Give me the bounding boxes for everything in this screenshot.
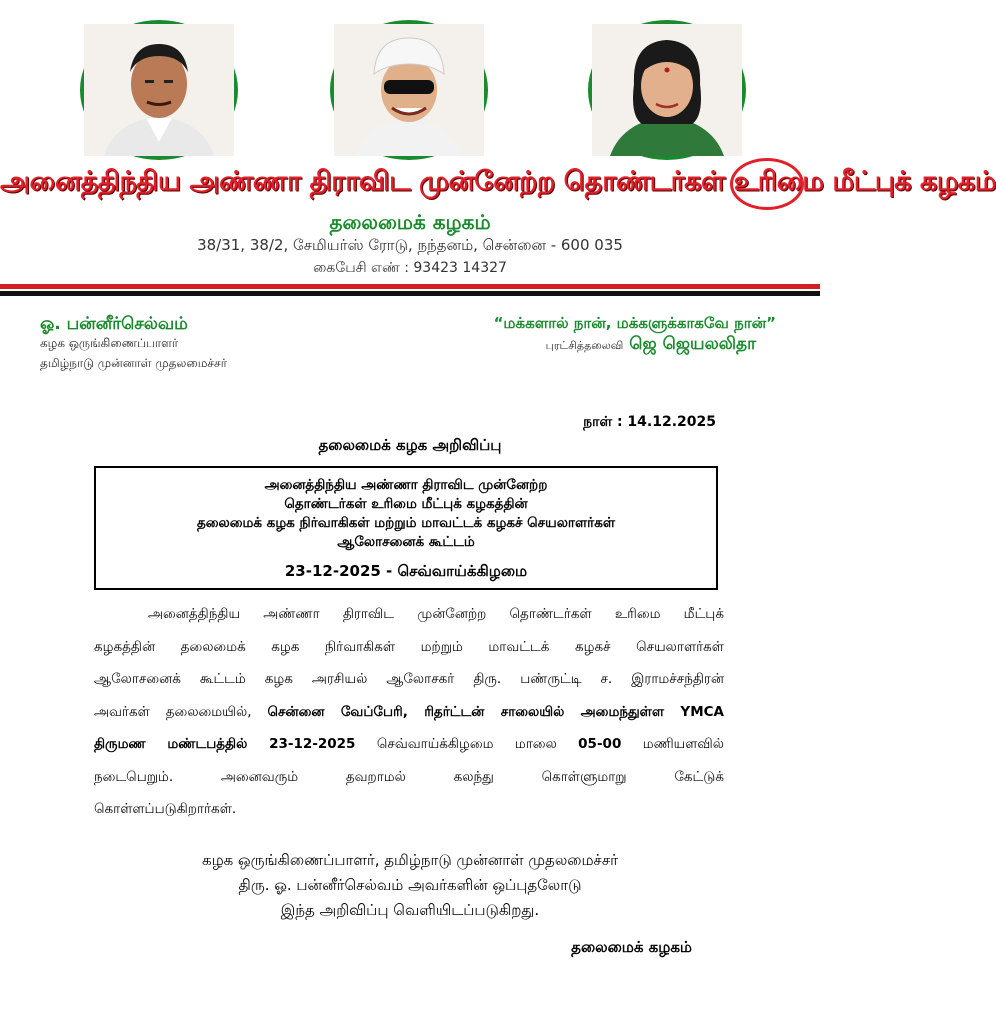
venue-date-text: திருமண மண்டபத்தில் 23-12-2025 (94, 736, 356, 752)
quote-author-name: ஜெ ஜெயலலிதா (629, 334, 756, 354)
meeting-box-line: தலைமைக் கழக நிர்வாகிகள் மற்றும் மாவட்டக் கழகச் செயலாளர்கள் (196, 515, 616, 531)
body-line: கழகத்தின் தலைமைக் கழக நிர்வாகிகள் மற்றும் மாவட்டக் கழகச் செயலாளர்கள் (94, 638, 724, 655)
portrait-left-image (80, 20, 238, 160)
notice-body (94, 598, 724, 826)
closing-statement (0, 848, 820, 923)
closing-line: கழக ஒருங்கிணைப்பாளர், தமிழ்நாடு முன்னாள் முதலமைச்சர் (202, 851, 618, 869)
closing-line: இந்த அறிவிப்பு வெளியிடப்படுகிறது. (280, 901, 540, 919)
headquarters-title: தலைமைக் கழகம் (329, 210, 491, 234)
organization-name: அனைத்திந்திய அண்ணா திராவிட முன்னேற்ற தொண்டர்கள் உரிமை மீட்புக் கழகம் (0, 166, 996, 197)
signature-headquarters: தலைமைக் கழகம் (571, 938, 692, 956)
meeting-date: 23-12-2025 - செவ்வாய்க்கிழமை (284, 562, 528, 580)
office-address: 38/31, 38/2, சேமியர்ஸ் ரோடு, நந்தனம், சென்னை - 600 035 (197, 236, 623, 254)
quote-text: “மக்களால் நான், மக்களுக்காகவே நான்” (493, 314, 776, 332)
meeting-box (94, 466, 718, 590)
phone-number: கைபேசி எண் : 93423 14327 (313, 260, 507, 276)
leader-former-role: தமிழ்நாடு முன்னாள் முதலமைச்சர் (40, 356, 227, 370)
meeting-box-line: ஆலோசனைக் கூட்டம் (337, 534, 475, 550)
venue-text: சென்னை வேப்பேரி, ரிதர்ட்டன் சாலையில் அமைந்துள்ள YMCA (267, 703, 724, 720)
meeting-time: 05-00 (578, 736, 622, 752)
quote-attribution (546, 334, 756, 356)
portrait-center-image (330, 20, 488, 160)
meeting-box-line: அனைத்திந்திய அண்ணா திராவிட முன்னேற்ற (264, 477, 548, 493)
highlight-circle-mark (730, 158, 804, 210)
portrait-right-image (588, 20, 746, 160)
notice-date: நாள் : 14.12.2025 (583, 414, 716, 430)
body-line (94, 696, 724, 729)
flag-stripe-black (0, 291, 820, 296)
body-text: மணியளவில் (621, 736, 724, 752)
body-line: கொள்ளப்படுகிறார்கள். (94, 801, 237, 817)
body-line: அனைத்திந்திய அண்ணா திராவிட முன்னேற்ற தொண்டர்கள் உரிமை மீட்புக் (148, 606, 724, 622)
closing-line: திரு. ஓ. பன்னீர்செல்வம் அவர்களின் ஒப்புதலோடு (238, 876, 582, 894)
leader-name: ஓ. பன்னீர்செல்வம் (40, 314, 188, 334)
body-line: ஆலோசனைக் கூட்டம் கழக அரசியல் ஆலோசகர் திரு. பண்ருட்டி ச. இராமச்சந்திரன் (94, 671, 724, 687)
body-text: அவர்கள் தலைமையில், (94, 703, 268, 720)
notice-title: தலைமைக் கழக அறிவிப்பு (318, 436, 502, 454)
quote-author-title: புரட்சித்தலைவி (545, 339, 624, 352)
meeting-box-line: தொண்டர்கள் உரிமை மீட்புக் கழகத்தின் (284, 496, 528, 512)
body-line (94, 728, 724, 761)
body-text: செவ்வாய்க்கிழமை மாலை (355, 736, 579, 752)
leader-role: கழக ஒருங்கிணைப்பாளர் (40, 336, 179, 350)
body-line: நடைபெறும். அனைவரும் தவறாமல் கலந்து கொள்ளுமாறு கேட்டுக் (94, 768, 724, 785)
